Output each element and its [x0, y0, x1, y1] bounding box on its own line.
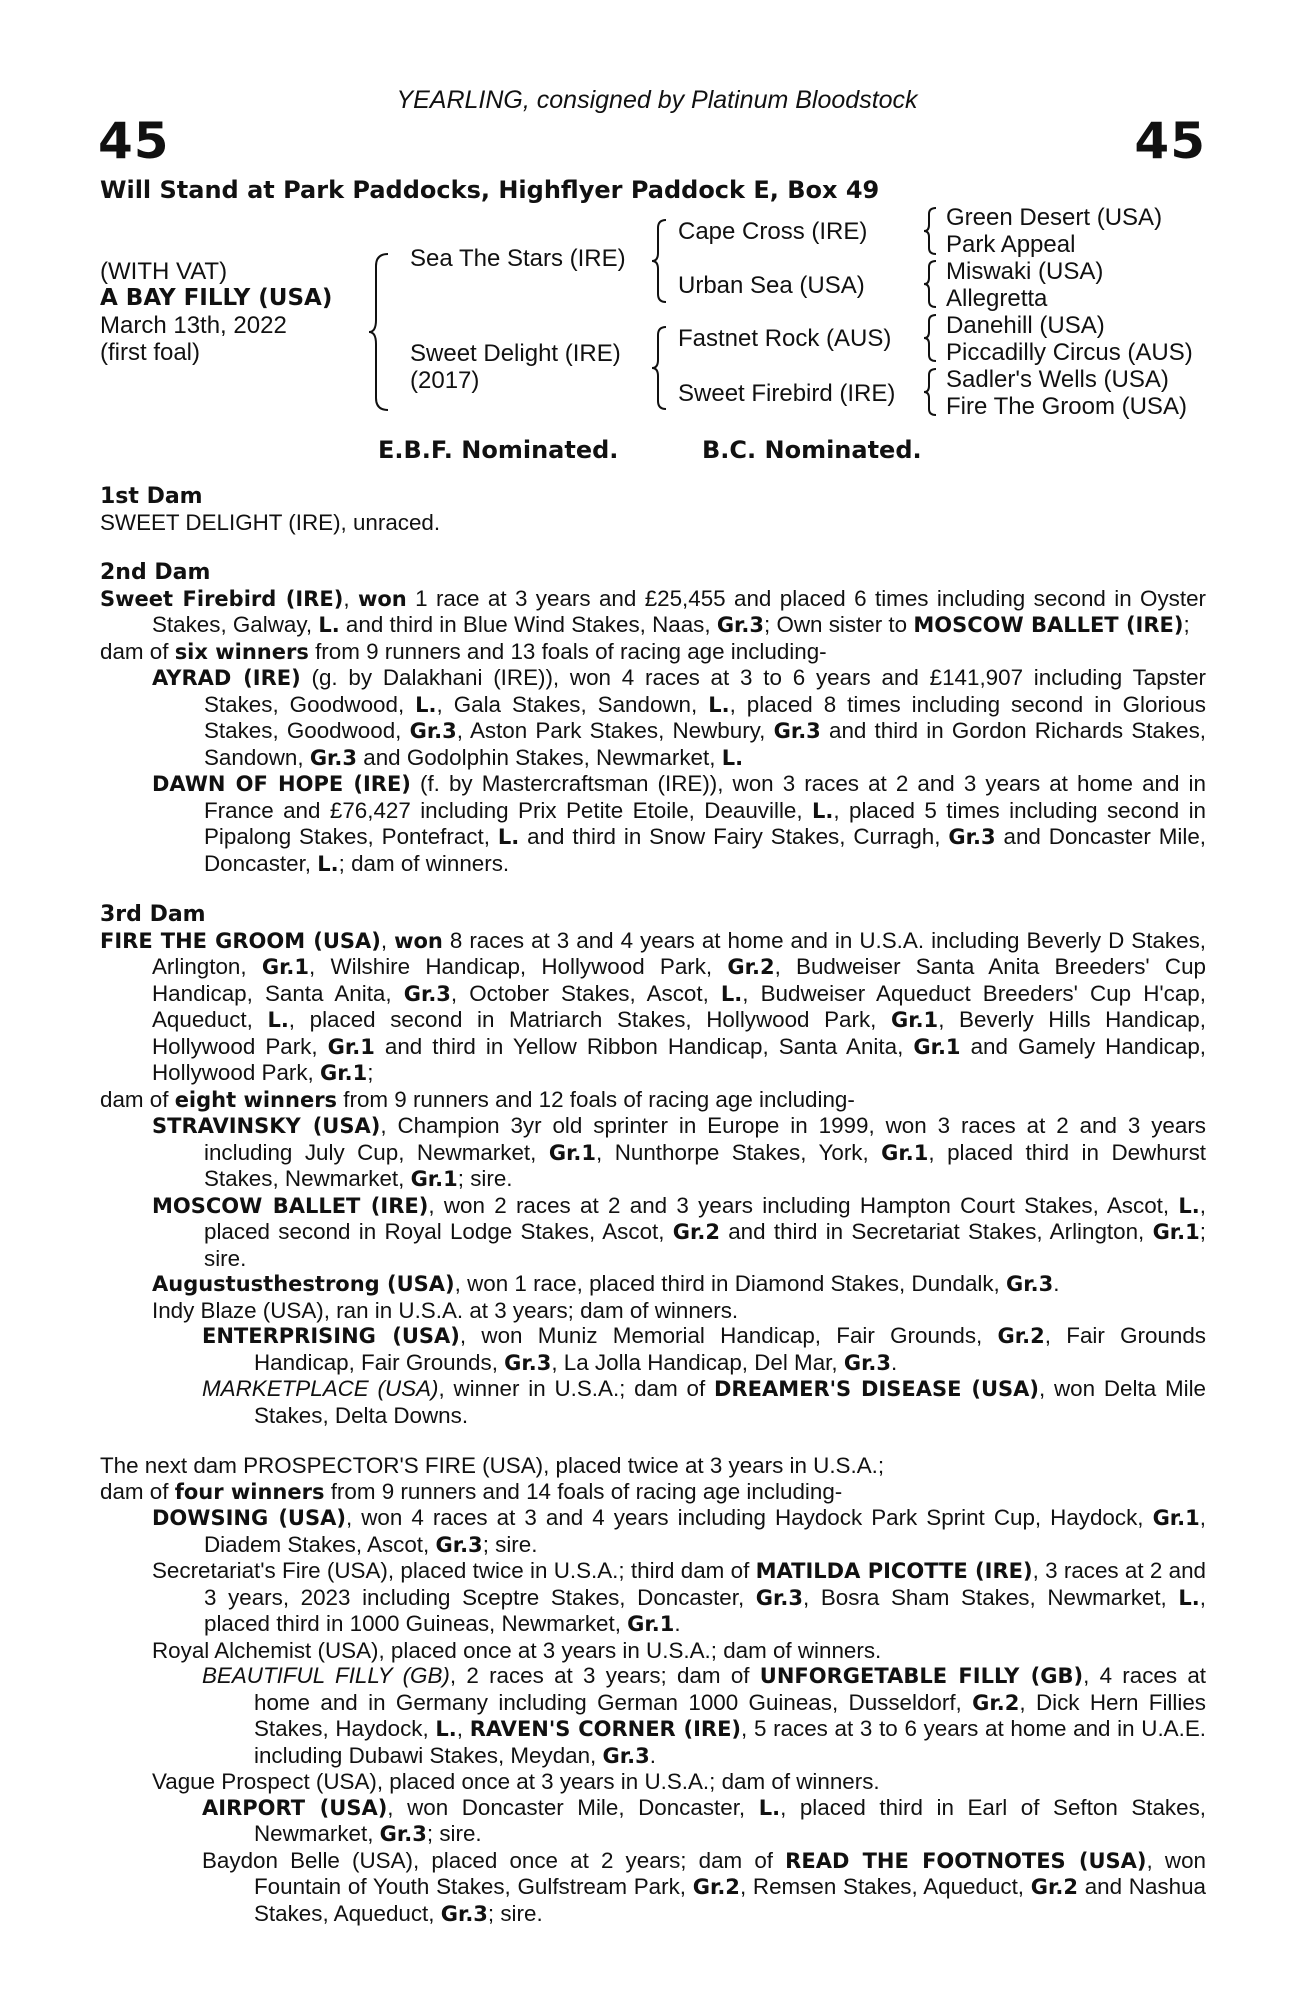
text-run: ; sire. [482, 1531, 538, 1557]
dam-dam: Sweet Firebird (IRE) [678, 380, 896, 407]
text-run: Royal Alchemist (USA), placed once at 3 years in U.S.A.; dam of winners. [152, 1637, 882, 1663]
text-run: and Doncaster Mile, Doncaster, [204, 824, 1207, 876]
text-run: ; sire. [487, 1900, 543, 1926]
horse-name: DREAMER'S DISEASE (USA) [714, 1377, 1039, 1401]
dam-dam-dam: Fire The Groom (USA) [946, 393, 1187, 420]
horse-name: AIRPORT (USA) [202, 1795, 388, 1820]
pedigree-brace-sire [650, 218, 668, 304]
text-run: , La Jolla Handicap, Del Mar, [551, 1349, 844, 1375]
ebf-nominated: E.B.F. Nominated. [378, 436, 619, 464]
grade: Gr.3 [716, 613, 765, 637]
produce-indy-blaze [100, 1298, 1206, 1324]
foal-note: (first foal) [100, 339, 201, 366]
grade: L. [720, 981, 743, 1006]
grade: Gr.1 [913, 1034, 961, 1059]
horse-name: Sweet Firebird (IRE) [100, 586, 344, 611]
text-run: , October Stakes, Ascot, [450, 980, 721, 1006]
grade: Gr.3 [773, 719, 821, 743]
text-run: , Nunthorpe Stakes, York, [596, 1139, 882, 1165]
dam-sire: Fastnet Rock (AUS) [678, 325, 892, 352]
horse-name: RAVEN'S CORNER (IRE) [469, 1717, 742, 1741]
grade: Gr.1 [1152, 1220, 1200, 1244]
grade: Gr.2 [692, 1875, 740, 1899]
text-run: , placed 8 times including second in Glorious Stakes, Goodwood, [204, 691, 1206, 743]
grade: Gr.3 [1006, 1272, 1054, 1296]
text-run: , won Delta Mile Stakes, Delta Downs. [254, 1376, 1206, 1428]
text-run: , placed third in 1000 Guineas, Newmarket, [204, 1584, 1206, 1636]
grade: L. [317, 851, 339, 876]
grade: Gr.2 [672, 1220, 720, 1244]
grade: Gr.1 [627, 1612, 675, 1636]
grade: L. [1178, 1585, 1200, 1610]
horse-name: DAWN OF HOPE (IRE) [152, 772, 411, 796]
text-run: . [649, 1742, 656, 1768]
grade: L. [415, 692, 437, 717]
text-run: , Budweiser Aqueduct Breeders' Cup H'cap, Aqueduct, [152, 980, 1206, 1032]
text-run: dam of [100, 1478, 175, 1504]
produce-enterprising [100, 1323, 1206, 1376]
first-dam-heading: 1st Dam [100, 484, 203, 509]
produce-dowsing [100, 1505, 1206, 1558]
produce-vague-prospect [100, 1769, 1206, 1795]
text-run: from 9 runners and 14 foals of racing age including- [324, 1478, 843, 1504]
won-label: won [357, 586, 407, 611]
text-run: (g. by Dalakhani (IRE)), won 4 races at 3 to 6 years and £141,907 including Tapster Stakes, Goodwood, [204, 665, 1206, 717]
text-run: and third in Yellow Ribbon Handicap, Santa Anita, [374, 1033, 914, 1059]
grade: Gr.2 [997, 1324, 1045, 1348]
text-run: , Diadem Stakes, Ascot, [204, 1505, 1206, 1557]
text-run: Vague Prospect (USA), placed once at 3 years in U.S.A.; dam of winners. [152, 1769, 880, 1794]
winners-count: eight winners [174, 1087, 338, 1112]
dam-name: Sweet Delight (IRE) [410, 340, 621, 367]
second-dam-record [100, 586, 1206, 639]
text-run: , won 4 races at 3 and 4 years including Haydock Park Sprint Cup, Haydock, [345, 1505, 1153, 1530]
grade: L. [267, 1008, 289, 1032]
text-run: , placed second in Royal Lodge Stakes, Ascot, [204, 1192, 1206, 1244]
won-label: won [394, 928, 443, 953]
grade: Gr.3 [948, 825, 996, 849]
grade: L. [708, 692, 730, 717]
dam-sire-sire: Danehill (USA) [946, 312, 1105, 339]
text-run: dam of [100, 1086, 175, 1112]
grade: Gr.1 [1152, 1506, 1200, 1530]
text-run: and third in Snow Fairy Stakes, Curragh, [519, 824, 949, 849]
text-run: 8 races at 3 and 4 years at home and in U.S.A. including Beverly D Stakes, Arlington, [152, 927, 1206, 979]
pedigree-brace-ss [922, 206, 938, 256]
produce-marketplace [100, 1376, 1206, 1428]
produce-stravinsky [100, 1113, 1206, 1193]
grade: Gr.3 [435, 1532, 483, 1557]
grade: Gr.3 [504, 1350, 552, 1375]
text-run: , Budweiser Santa Anita Breeders' Cup Handicap, Santa Anita, [152, 954, 1206, 1006]
text-run: , Gala Stakes, Sandown, [436, 691, 709, 717]
text-run: , won Fountain of Youth Stakes, Gulfstream Park, [254, 1847, 1206, 1899]
produce-baydon-belle [100, 1848, 1206, 1928]
sire-dam-dam: Allegretta [946, 285, 1048, 312]
horse-name: MOSCOW BALLET (IRE) [152, 1193, 429, 1218]
sire-dam-sire: Miswaki (USA) [946, 258, 1104, 285]
grade: L. [758, 1795, 781, 1820]
grade: Gr.2 [1030, 1875, 1078, 1899]
grade: Gr.3 [403, 981, 451, 1006]
text-run: , won Doncaster Mile, Doncaster, [387, 1794, 759, 1820]
text-run: and third in Blue Wind Stakes, Naas, [339, 612, 717, 637]
produce-secretariats-fire [100, 1558, 1206, 1638]
text-run: , won Muniz Memorial Handicap, Fair Grounds, [459, 1323, 998, 1348]
text-run: , [380, 927, 395, 953]
third-dam-produce-summary [100, 1087, 1206, 1114]
second-dam-produce-summary [100, 639, 1206, 666]
text-run: . [1053, 1271, 1060, 1296]
dam-dam-sire: Sadler's Wells (USA) [946, 366, 1169, 393]
grade: Gr.2 [972, 1690, 1020, 1715]
horse-name: AYRAD (IRE) [152, 666, 301, 690]
horse-name: ENTERPRISING (USA) [202, 1324, 460, 1348]
horse-name: MARKETPLACE (USA) [202, 1376, 439, 1401]
text-run: and third in Gordon Richards Stakes, Sandown, [204, 718, 1206, 770]
text-run: , won 2 races at 2 and 3 years including Hampton Court Stakes, Ascot, [428, 1192, 1179, 1218]
produce-augustusthestrong [100, 1271, 1206, 1298]
text-run: Secretariat's Fire (USA), placed twice in U.S.A.; third dam of [152, 1558, 756, 1583]
pedigree-brace-dd [922, 367, 938, 417]
foaling-date: March 13th, 2022 [100, 312, 287, 339]
text-run: dam of [100, 638, 175, 664]
grade: L. [318, 613, 340, 637]
next-dam-produce-summary [100, 1479, 1206, 1506]
text-run: , 3 races at 2 and 3 years, 2023 including Sceptre Stakes, Doncaster, [204, 1558, 1207, 1610]
horse-name: READ THE FOOTNOTES (USA) [785, 1848, 1147, 1873]
text-run: , won 1 race, placed third in Diamond Stakes, Dundalk, [454, 1271, 1007, 1296]
horse-name: FIRE THE GROOM (USA) [100, 928, 381, 953]
grade: Gr.3 [843, 1350, 892, 1375]
pedigree-brace-dam [650, 325, 668, 411]
text-run: and Gamely Handicap, Hollywood Park, [152, 1033, 1207, 1085]
text-run: , Wilshire Handicap, Hollywood Park, [309, 954, 728, 979]
text-run: and Godolphin Stakes, Newmarket, [357, 744, 722, 770]
text-run: ; [367, 1060, 374, 1085]
sire-name: Sea The Stars (IRE) [410, 245, 626, 272]
next-dam-record [100, 1453, 1206, 1479]
text-run: 1 race at 3 years and £25,455 and placed 6 times including second in Oyster Stakes, Galway, [152, 585, 1206, 637]
text-run: , placed 5 times including second in Pipalong Stakes, Pontefract, [204, 797, 1206, 849]
vat-note: (WITH VAT) [100, 258, 228, 285]
grade: L. [435, 1717, 457, 1741]
text-run: from 9 runners and 13 foals of racing age including- [308, 638, 827, 664]
produce-beautiful-filly [100, 1663, 1206, 1769]
third-dam-heading: 3rd Dam [100, 902, 206, 927]
lot-number-right: 45 [1134, 112, 1206, 170]
bc-nominated: B.C. Nominated. [702, 436, 922, 464]
text-run: . [891, 1349, 898, 1375]
grade: Gr.3 [379, 1822, 427, 1846]
grade: Gr.1 [320, 1061, 368, 1085]
winners-count: six winners [174, 639, 309, 664]
horse-name: DOWSING (USA) [152, 1506, 346, 1530]
text-run: ; sire. [457, 1166, 513, 1191]
text-run: , placed third in Dewhurst Stakes, Newmarket, [204, 1139, 1207, 1191]
text-run: , Beverly Hills Handicap, Hollywood Park, [152, 1007, 1206, 1059]
grade: Gr.2 [727, 955, 775, 979]
grade: Gr.3 [409, 719, 457, 743]
horse-name: STRAVINSKY (USA) [152, 1114, 381, 1138]
text-run: , 5 races at 3 to 6 years at home and in U.A.E. including Dubawi Stakes, Meydan, [254, 1716, 1206, 1768]
grade: Gr.3 [440, 1901, 488, 1926]
text-run: (f. by Mastercraftsman (IRE)), won 3 races at 2 and 3 years at home and in France and £76,427 including Prix Petite Etoile, Deauville, [204, 771, 1206, 823]
sire-sire-sire: Green Desert (USA) [946, 204, 1163, 231]
sire-sire: Cape Cross (IRE) [678, 218, 868, 245]
horse-name: UNFORGETABLE FILLY (GB) [759, 1664, 1084, 1688]
produce-ayrad [100, 665, 1206, 771]
produce-dawn-of-hope [100, 771, 1206, 877]
text-run: Baydon Belle (USA), placed once at 2 years; dam of [202, 1847, 786, 1873]
grade: L. [812, 798, 834, 823]
consignment-line: YEARLING, consigned by Platinum Bloodstock [396, 86, 918, 114]
horse-name: MOSCOW BALLET (IRE) [913, 613, 1184, 637]
text-run: , Dick Hern Fillies Stakes, Haydock, [254, 1689, 1206, 1741]
horse-name: Augustusthestrong (USA) [152, 1272, 455, 1296]
text-run: . [674, 1611, 681, 1636]
text-run: ; [1183, 612, 1190, 637]
text-run: , Fair Grounds Handicap, Fair Grounds, [254, 1323, 1206, 1375]
grade: Gr.1 [410, 1167, 458, 1191]
produce-moscow-ballet [100, 1193, 1206, 1272]
sire-dam: Urban Sea (USA) [678, 272, 865, 299]
pedigree-brace-ds [922, 313, 938, 363]
text-run: ; sire. [426, 1821, 482, 1846]
text-run: , [456, 1716, 470, 1741]
text-run: , 4 races at home and in Germany including German 1000 Guineas, Dusseldorf, [254, 1663, 1206, 1715]
grade: Gr.3 [309, 745, 358, 770]
grade: Gr.1 [890, 1008, 939, 1032]
text-run: , Aston Park Stakes, Newbury, [456, 718, 774, 743]
text-run: , winner in U.S.A.; dam of [438, 1376, 714, 1401]
text-run: , [343, 585, 358, 611]
pedigree-brace-main [368, 252, 392, 412]
produce-airport [100, 1795, 1206, 1848]
text-run: ; Own sister to [764, 612, 914, 637]
horse-name: MATILDA PICOTTE (IRE) [755, 1559, 1033, 1583]
text-run: , placed third in Earl of Sefton Stakes, Newmarket, [254, 1794, 1206, 1846]
grade: Gr.1 [261, 955, 310, 979]
grade: L. [721, 745, 744, 770]
text-run: , placed second in Matriarch Stakes, Hollywood Park, [288, 1007, 891, 1032]
text-run: The next dam PROSPECTOR'S FIRE (USA), placed twice at 3 years in U.S.A.; [100, 1453, 885, 1478]
text-run: ; sire. [204, 1219, 1206, 1271]
text-run: , Champion 3yr old sprinter in Europe in 1999, won 3 races at 2 and 3 years including July Cup, Newmarket, [204, 1113, 1206, 1165]
text-run: and Nashua Stakes, Aqueduct, [254, 1874, 1206, 1926]
third-dam-record [100, 928, 1206, 1087]
grade: Gr.1 [327, 1034, 375, 1059]
second-dam-heading: 2nd Dam [100, 560, 211, 585]
grade: L. [1178, 1193, 1200, 1218]
winners-count: four winners [174, 1479, 325, 1504]
sire-sire-dam: Park Appeal [946, 231, 1076, 258]
lot-name: A BAY FILLY (USA) [100, 285, 333, 311]
grade: L. [497, 825, 520, 849]
dam-year: (2017) [410, 367, 480, 394]
pedigree-brace-sd [922, 259, 938, 309]
grade: Gr.3 [755, 1585, 803, 1610]
grade: Gr.1 [548, 1140, 597, 1165]
lot-number-left: 45 [98, 112, 170, 170]
horse-name: BEAUTIFUL FILLY (GB) [202, 1663, 450, 1688]
text-run: and third in Secretariat Stakes, Arlington, [719, 1219, 1153, 1244]
text-run: Indy Blaze (USA), ran in U.S.A. at 3 years; dam of winners. [152, 1297, 739, 1323]
catalogue-body [100, 484, 1206, 1927]
stand-location: Will Stand at Park Paddocks, Highflyer Paddock E, Box 49 [100, 176, 880, 204]
grade: Gr.3 [602, 1743, 650, 1768]
text-run: , Remsen Stakes, Aqueduct, [739, 1874, 1031, 1899]
produce-royal-alchemist [100, 1638, 1206, 1664]
text-run: , 2 races at 3 years; dam of [449, 1663, 760, 1688]
first-dam-text: SWEET DELIGHT (IRE), unraced. [100, 509, 441, 535]
text-run: ; dam of winners. [338, 850, 510, 876]
dam-sire-dam: Piccadilly Circus (AUS) [946, 339, 1193, 366]
text-run: from 9 runners and 12 foals of racing age including- [337, 1086, 855, 1112]
text-run: , Bosra Sham Stakes, Newmarket, [803, 1584, 1179, 1610]
grade: Gr.1 [881, 1140, 929, 1165]
